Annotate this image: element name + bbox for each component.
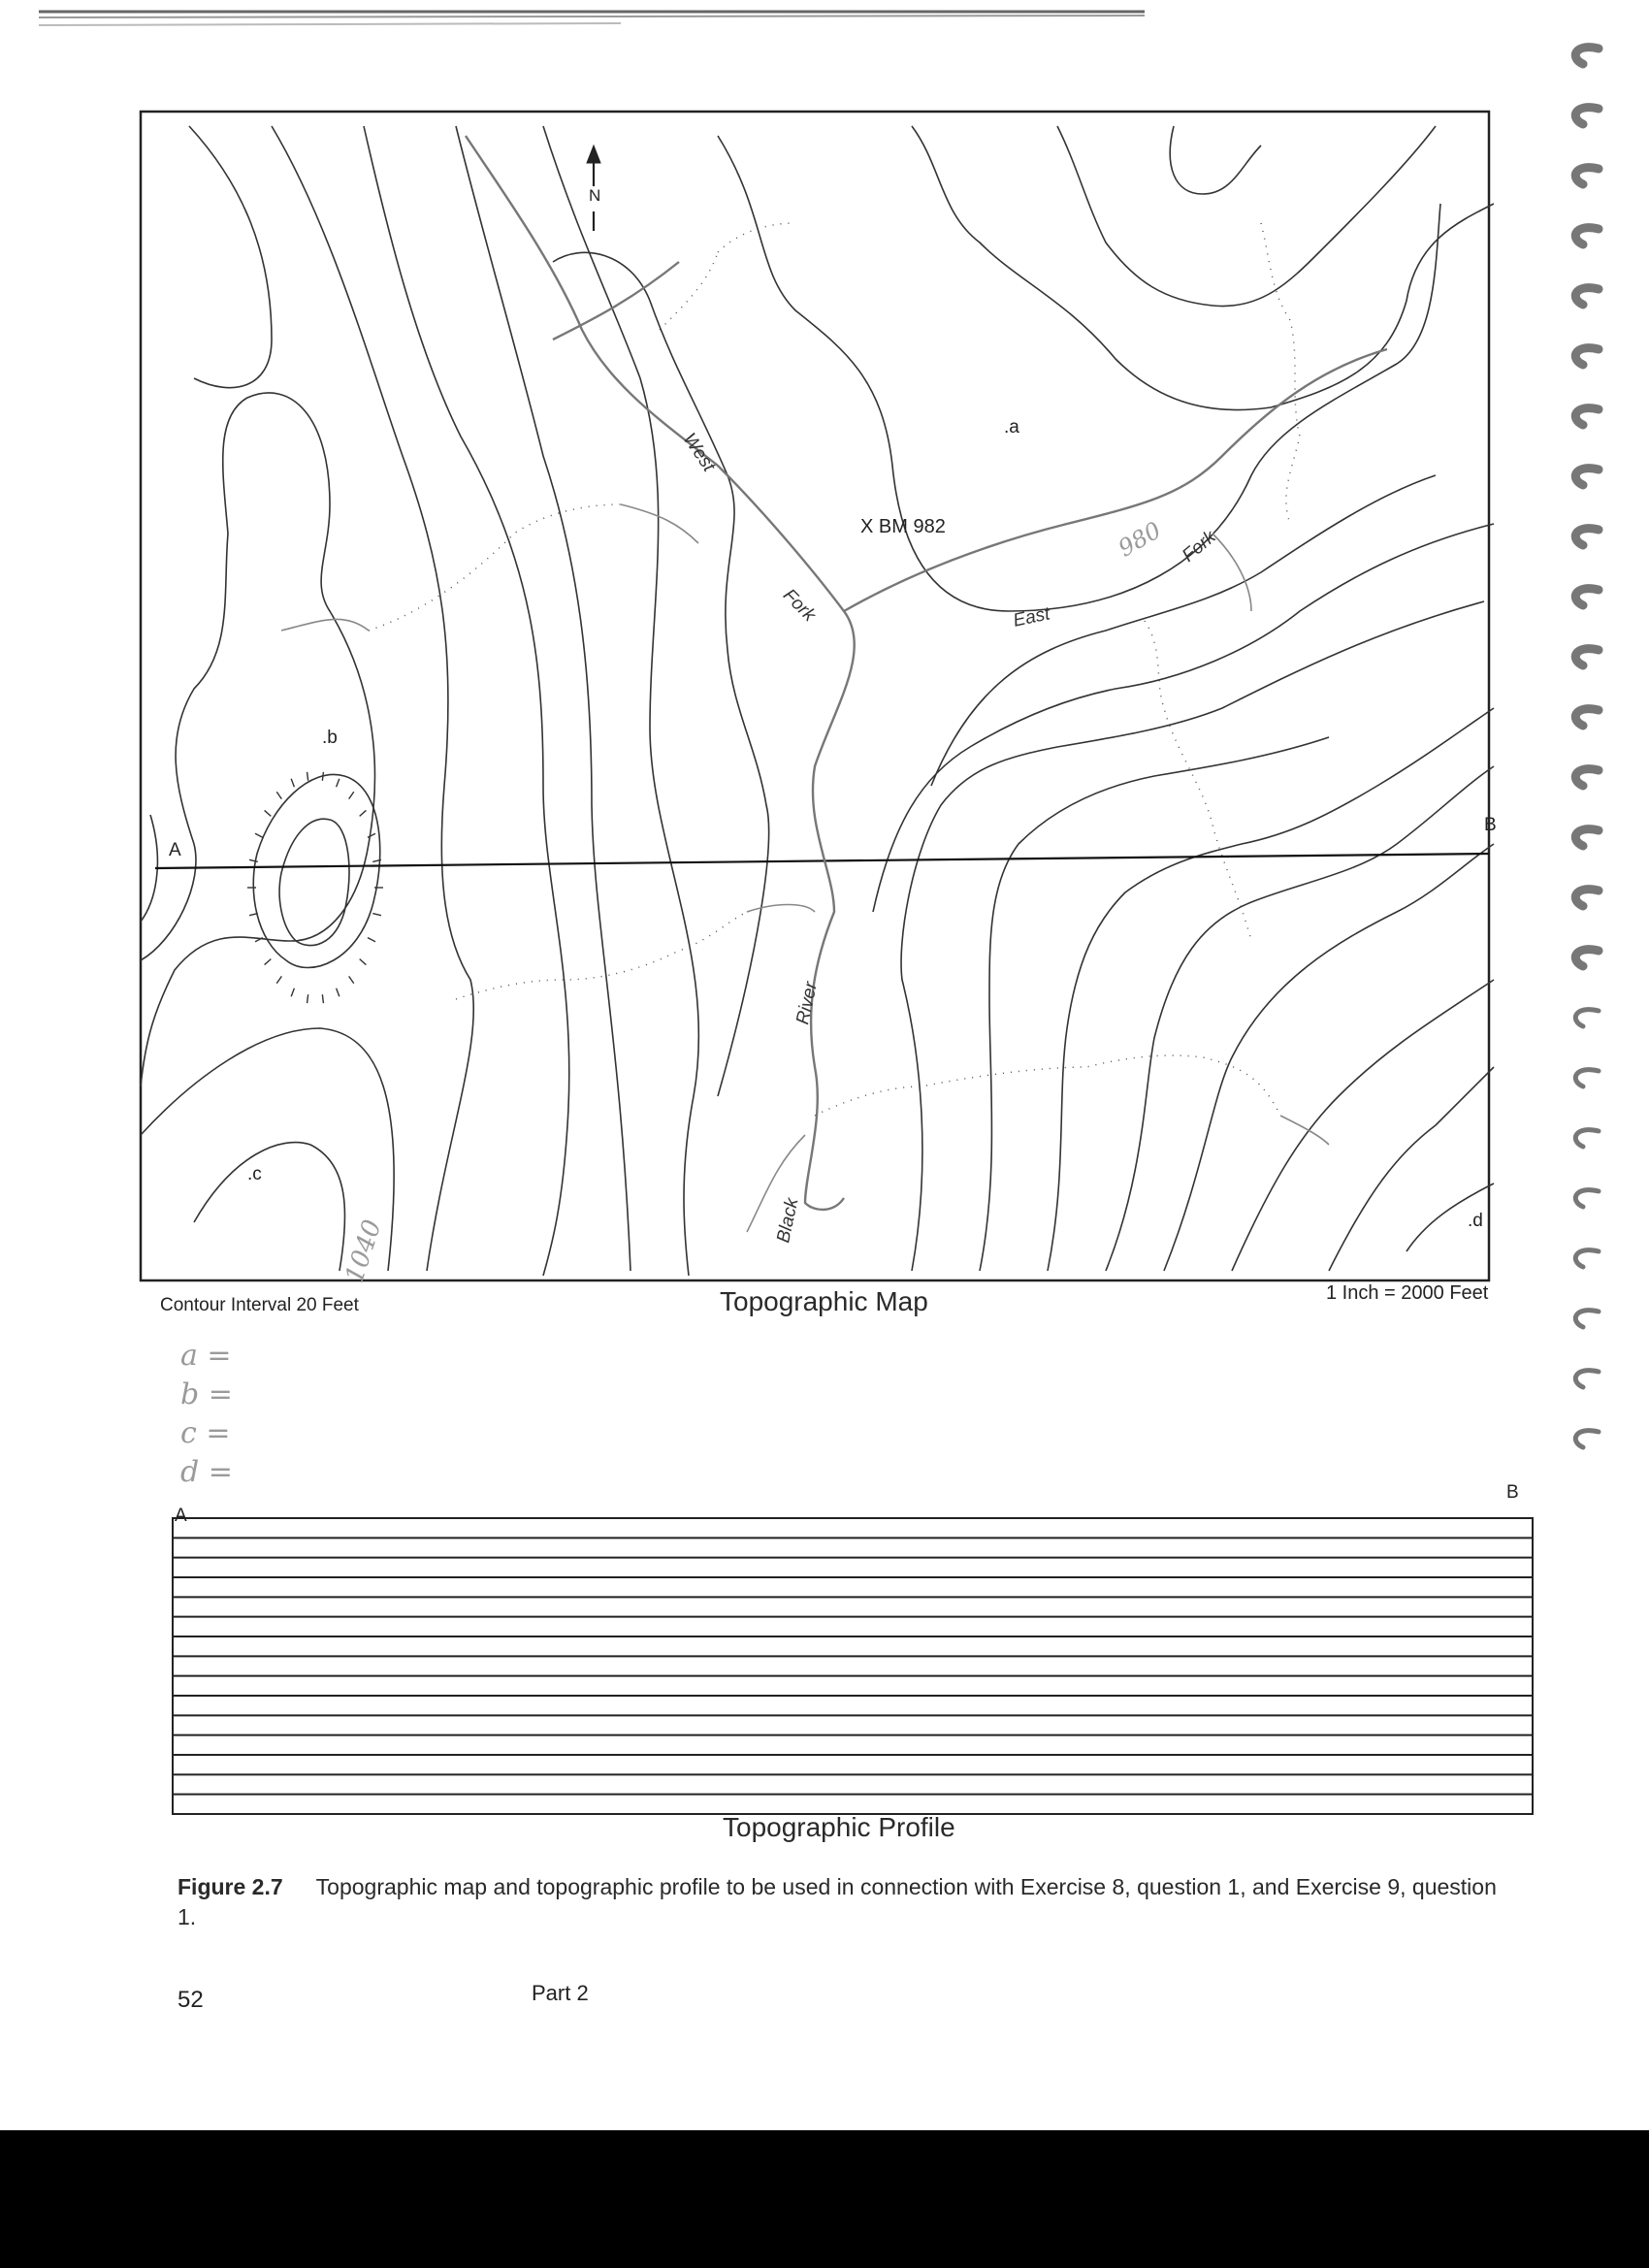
- part-label: Part 2: [532, 1981, 589, 2005]
- hachure-tick: [337, 988, 340, 996]
- section-line: [155, 854, 1489, 868]
- contour-line: [272, 126, 473, 1271]
- spiral-ring: [1575, 1431, 1599, 1447]
- page-number: 52: [178, 1987, 204, 2013]
- hachure-tick: [349, 792, 354, 798]
- contour-line: [1170, 126, 1261, 194]
- contour-line: [901, 601, 1484, 1271]
- hachure-tick: [265, 810, 272, 816]
- figure-caption: [178, 1872, 1516, 1932]
- handwritten-contour-label: 980: [1114, 516, 1166, 563]
- stream-branch: [1261, 223, 1300, 524]
- contour-line: [553, 252, 769, 1096]
- hachure-tick: [322, 994, 323, 1003]
- spiral-ring: [1575, 589, 1599, 605]
- stream-label-river: River: [792, 980, 823, 1027]
- hachure-tick: [291, 988, 294, 996]
- section-start-label: A: [169, 840, 181, 860]
- stream-label-east: East: [1011, 603, 1052, 632]
- stream-label-fork-east: Fork: [1178, 527, 1220, 567]
- spiral-ring: [1575, 890, 1599, 906]
- hachure-tick: [372, 914, 381, 916]
- contour-line: [1048, 708, 1494, 1271]
- map-drawing: [136, 107, 1494, 1290]
- point-b-label: .b: [322, 728, 338, 748]
- stream-branch: [369, 504, 621, 631]
- contour-line: [718, 136, 1440, 611]
- spiral-ring: [1575, 469, 1599, 485]
- stream-label-fork-west: Fork: [778, 585, 820, 626]
- profile-start-label: A: [175, 1506, 187, 1526]
- point-d-label: .d: [1468, 1211, 1483, 1231]
- stream-branch: [1145, 621, 1251, 941]
- map-scale-label: 1 Inch = 2000 Feet: [1326, 1282, 1489, 1304]
- contour-line: [912, 126, 1494, 410]
- hachure-tick: [307, 772, 308, 781]
- section-end-label: B: [1484, 815, 1497, 835]
- hachure-tick: [360, 959, 367, 965]
- hachure-tick: [337, 779, 340, 787]
- map-frame: [141, 112, 1489, 1280]
- spiral-ring: [1575, 1010, 1599, 1026]
- depression-hachures: [247, 772, 383, 1003]
- hachure-tick: [276, 976, 281, 983]
- spiral-ring: [1575, 168, 1599, 184]
- stream-branch: [815, 1055, 1280, 1116]
- hachure-tick: [322, 772, 323, 781]
- contour-line: [1232, 980, 1494, 1271]
- hachure-tick: [360, 810, 367, 816]
- hachure-tick: [249, 859, 258, 861]
- spiral-ring: [1575, 228, 1599, 244]
- spiral-ring: [1575, 1070, 1599, 1086]
- answer-b: b =: [180, 1377, 233, 1411]
- profile-end-label: B: [1506, 1482, 1519, 1503]
- contour-line: [456, 126, 630, 1271]
- contour-line: [279, 819, 349, 945]
- answer-d: d =: [180, 1455, 233, 1489]
- contour-interval-label: Contour Interval 20 Feet: [160, 1295, 359, 1315]
- stream-label-west: West: [678, 429, 720, 476]
- spiral-ring: [1575, 348, 1599, 365]
- spiral-ring: [1575, 649, 1599, 665]
- point-c-label: .c: [247, 1164, 262, 1184]
- page-top-edge: [39, 4, 1145, 31]
- hachure-tick: [349, 976, 354, 983]
- topographic-map: [136, 107, 1497, 1290]
- contour-line: [253, 774, 380, 967]
- point-a-label: .a: [1004, 417, 1019, 437]
- contour-line: [364, 126, 569, 1276]
- spiral-ring: [1575, 1190, 1599, 1207]
- rivers: [466, 136, 1387, 1210]
- answer-c: c =: [180, 1416, 231, 1450]
- profile-grid: [170, 1508, 1537, 1824]
- hachure-tick: [255, 833, 263, 837]
- spiral-ring: [1575, 408, 1599, 425]
- spiral-ring: [1575, 950, 1599, 966]
- answer-a: a =: [180, 1339, 232, 1373]
- benchmark-label: X BM 982: [860, 516, 946, 537]
- profile-frame: [173, 1518, 1533, 1814]
- spiral-ring: [1575, 108, 1599, 124]
- intermittent-streams: [369, 223, 1300, 1116]
- contour-line: [141, 815, 157, 922]
- spiral-ring: [1575, 529, 1599, 545]
- figure-number: Figure 2.7: [178, 1874, 283, 1899]
- spiral-ring: [1575, 709, 1599, 726]
- west-fork-river: [466, 136, 855, 1210]
- profile-title: Topographic Profile: [723, 1812, 955, 1842]
- spiral-binding: [1540, 19, 1628, 1474]
- spiral-ring: [1575, 1250, 1599, 1267]
- spiral-ring: [1575, 48, 1599, 64]
- figure-text: Topographic map and topographic profile to be used in connection with Exercise 8, question 1, and Exercise 9, question 1.: [178, 1874, 1497, 1929]
- contour-line: [194, 1143, 345, 1271]
- stream-branch: [660, 252, 718, 330]
- spiral-ring: [1575, 1130, 1599, 1147]
- contour-line: [1057, 126, 1436, 307]
- handwritten-contour-label: 1040: [340, 1215, 388, 1287]
- stream-branch: [456, 912, 747, 999]
- spiral-ring: [1575, 829, 1599, 846]
- hachure-tick: [368, 938, 375, 942]
- north-label: N: [589, 186, 601, 205]
- hachure-tick: [276, 792, 281, 798]
- hachure-tick: [291, 779, 294, 787]
- contour-line: [1164, 844, 1494, 1271]
- contour-line: [1329, 1067, 1494, 1271]
- contour-line: [189, 126, 272, 388]
- map-title: Topographic Map: [720, 1286, 928, 1316]
- scan-bottom-border: [0, 2130, 1649, 2268]
- east-fork-river: [844, 349, 1387, 611]
- stream-label-black: Black: [773, 1196, 803, 1246]
- spiral-ring: [1575, 1311, 1599, 1327]
- hachure-tick: [307, 994, 308, 1003]
- hachure-tick: [368, 833, 375, 837]
- spiral-ring: [1575, 288, 1599, 305]
- contour-line: [980, 737, 1329, 1271]
- contour-line: [141, 393, 374, 1086]
- hachure-tick: [265, 959, 272, 965]
- spiral-ring: [1575, 769, 1599, 786]
- spiral-ring: [1575, 1371, 1599, 1387]
- contour-line: [931, 475, 1436, 786]
